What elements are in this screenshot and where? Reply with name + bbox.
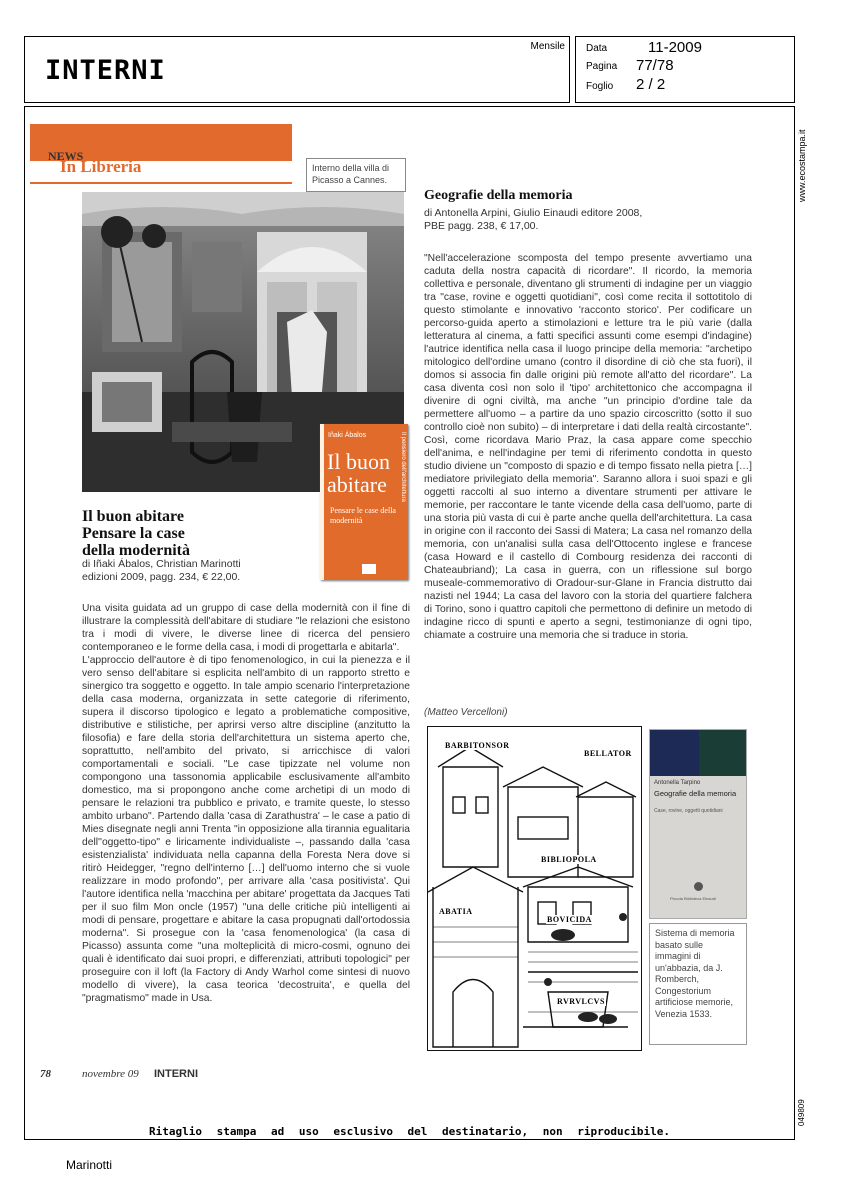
clipping-info-box xyxy=(575,36,795,103)
section-title: In Libreria xyxy=(60,157,142,176)
book2-meta-line2: PBE pagg. 238, € 17,00. xyxy=(424,220,539,232)
frequency-label: Mensile xyxy=(530,41,565,52)
book1-title-line2: Pensare la case xyxy=(82,525,185,542)
sheet-value: 2 / 2 xyxy=(636,76,666,93)
cover-series: Il pensiero dell'architettura xyxy=(400,432,406,502)
abbey-woodcut-image xyxy=(427,726,642,1051)
reproduction-notice: Ritaglio stampa ad uso esclusivo del destinatario, non riproducibile. xyxy=(149,1125,670,1138)
cover-author: Iñaki Ábalos xyxy=(328,432,367,439)
cover-subtitle: Case, rovine, oggetti quotidiani xyxy=(654,808,723,814)
woodcut-label-bovicida: BOVICIDA xyxy=(547,915,592,924)
book1-title-line3: della modernità xyxy=(82,542,190,559)
review-paragraph: Una visita guidata ad un gruppo di case della modernità con il fine di illustrare la complessità dell'abitare di studiare "le relazioni che esistono tra i modi di vivere, le diverse linee di ricerca del pensiero contemporaneo e le forme della casa, i modi di progettarla e abitarla". xyxy=(82,603,410,653)
woodcut-label-rvrvlcvs: RVRVLCVS xyxy=(557,997,605,1006)
book1-meta xyxy=(82,558,241,584)
cover-color-block xyxy=(699,730,747,776)
photo-caption: Interno della villa di Picasso a Cannes. xyxy=(306,158,406,192)
book-cover-il-buon-abitare xyxy=(320,424,408,580)
book2-meta-line1: di Antonella Arpini, Giulio Einaudi editore 2008, xyxy=(424,207,643,219)
news-label: NEWS xyxy=(48,149,84,163)
cover-title: Geografie della memoria xyxy=(654,789,737,798)
page-label: Pagina xyxy=(586,61,618,72)
magazine-name: INTERNI xyxy=(154,1068,198,1080)
book-cover-geografie-della-memoria xyxy=(649,729,747,919)
book1-review-text xyxy=(82,602,410,1005)
magazine-logo: INTERNI xyxy=(45,55,166,86)
section-divider xyxy=(30,182,292,184)
publisher-logo xyxy=(362,564,376,574)
publisher-logo xyxy=(694,882,703,891)
review-author: (Matteo Vercelloni) xyxy=(424,707,508,718)
sheet-label: Foglio xyxy=(586,81,614,92)
book2-meta xyxy=(424,207,642,233)
woodcut-label-abatia: ABATIA xyxy=(439,907,473,916)
woodcut-caption: Sistema di memoria basato sulle immagini di un'abbazia, da J. Romberch, Congestorium artificiose memorie, Venezia 1533. xyxy=(649,923,747,1045)
book1-title-line1: Il buon abitare xyxy=(82,508,184,525)
client-name: Marinotti xyxy=(66,1158,113,1172)
masthead-box xyxy=(24,36,570,103)
date-value: 11-2009 xyxy=(648,39,702,56)
clipping-code: 049809 xyxy=(797,1099,806,1126)
woodcut-label-barbitonsor: BARBITONSOR xyxy=(445,741,510,750)
website-label: www.ecostampa.it xyxy=(797,129,807,202)
cover-color-block xyxy=(650,730,699,776)
cover-subtitle: Pensare le case della modernità xyxy=(330,506,396,525)
issue-date: novembre 09 xyxy=(82,1068,139,1080)
book2-review-text xyxy=(424,252,752,642)
book1-meta-line2: edizioni 2009, pagg. 234, € 22,00. xyxy=(82,571,241,583)
woodcut-illustration xyxy=(428,727,642,1051)
page-value: 77/78 xyxy=(636,57,674,74)
review-paragraph: L'approccio dell'autore è di tipo fenomenologico, in cui la pienezza e il vero senso dell'abitare si esplicita nell'ambito di un rapporto stretto e sinergico tra soggetto e oggetto. In tale ampio scenario l'interpretazione della casa moderna, organizzata in sette categorie di riferimento, supera il discorso tipologico e legato a problematiche compositive, distributive e stilistiche, per aprirsi verso altre discipline (anzitutto la filosofia) e fare della storia dell'architettura un sistema aperto che, soprattutto, nell'ambito del privato, si arricchisce di valori comportamentali e sociali. "Le case tipizzate nel volume non compongono una tassonomia applicabile esclusivamente all'ambito domestico, ma si propongono anche come archetipi di un modo di pensare le relazioni tra pubblico e privato, e tramite queste, lo stesso ambito urbano". Partendo dalla 'casa di Zarathustra' – le case a patio di Mies disegnate negli anni Trenta "in opposizione alla tirannia egualitaria dell''oggetto-tipo" e liricamente individualiste –, passando dalla 'casa esistenzialista' individuata nella capanna della Foresta Nera dove si ritirò Heidegger, "regno dell'interno […] dell'uomo interno che si vuole realizzare in modo profondo", per arrivare alla 'casa positivista'. Qui l'autore identifica nella 'macchina per abitare' progettata da Jacques Tati per il suo film Mon oncle (1957) "una delle critiche più intelligenti ai modi di pensare, progettare e abitare la casa propugnati dall'ortodossia moderna". Si prosegue con la 'casa fenomenologica' (la casa di Picasso) assunta come "una molteplicità di micro-cosmi, ognuno dei quali è identificato dai suoi propri, e differenziati, attributi topologici" per proseguire con il loft (la Factory di Andy Warhol come sintesi di nuovo modello di vivere), la casa teorica 'decostruita', e quella del "pragmatismo" made in Usa. xyxy=(82,655,410,1004)
cover-author: Antonella Tarpino xyxy=(654,780,701,786)
book1-meta-line1: di Iñaki Ábalos, Christian Marinotti xyxy=(82,558,241,570)
woodcut-label-bellator: BELLATOR xyxy=(584,749,632,758)
cover-publisher: Piccola Biblioteca Einaudi xyxy=(670,896,716,901)
date-label: Data xyxy=(586,43,608,54)
book1-title xyxy=(82,508,190,559)
cover-title: Il buon abitare xyxy=(327,449,390,497)
page-number: 78 xyxy=(40,1068,51,1080)
review-paragraph: "Nell'accelerazione scomposta del tempo presente avvertiamo una caduta della nostra capacità di ricordare". Il ricordo, la memoria collettiva e personale, diventano gli strumenti di indagine per un viaggio tra "case, rovine e oggetti quotidiani", così come recita il sottotitolo di questo stimolante e innovativo 'racconto storico'. Per codificare un percorso-guida aperto a stimolazioni e letture tra le più varie (dalla letteratura al cinema, a fatti specifici assunti come esempi d'indagine) l'autrice identifica nella casa il luogo principe della memoria: "archetipo mitologico dell'ordine umano (contro il disordine di ciò che sta fuori), il domos si associa fin dalle origini più remote all'atto del ricordare". La casa diventa così non solo il 'tipo' architettonico che accompagna il divenire di ogni civiltà, ma anche "un principio d'ordine tale da permettere all'uomo – a partire da uno spazio circoscritto (sotto il suo controllo cioè non subito) – di interpretare i dati della realtà circostante". Così, come ricordava Mario Praz, la casa appare come specchio dell'anima, e nell'indagine per temi di riferimento condotta in questo studio diviene un "composto di spazio e di tempo fissato nella pietra […] mediatore privilegiato della memoria". Saranno allora i suoi spazi e gli oggetti raccolti al suo interno a diventare strumenti per attivare le memorie, per raccontare le tante vicende della casa dell'uomo, parte di una storia più vasta di cui è parte anche quella dell'architettura. La casa in origine con il racconto dei Sassi di Matera; La casa nel romanzo della memoria, con un'analisi sulla casa dell'Ottocento inglese e francese (casa Howard e il castello di Combourg residenza dei racconti di Chateaubriand); La casa in guerra, con un riflessione sul borgo museale-commemorativo di Oradour-sur-Glane in Francia distrutto dai nazisti nel 1944; La casa del lavoro con la storia del quartiere falchera di Torino, sono i quattro capitoli che permettono di definire un metodo di indagine ricco di spunti e aperto a segni, testimonianze di ogni tipo, chiamate a costruire una memoria che si traduce in storia. xyxy=(424,253,752,641)
book2-title: Geografie della memoria xyxy=(424,188,573,203)
woodcut-label-bibliopola: BIBLIOPOLA xyxy=(541,855,597,864)
